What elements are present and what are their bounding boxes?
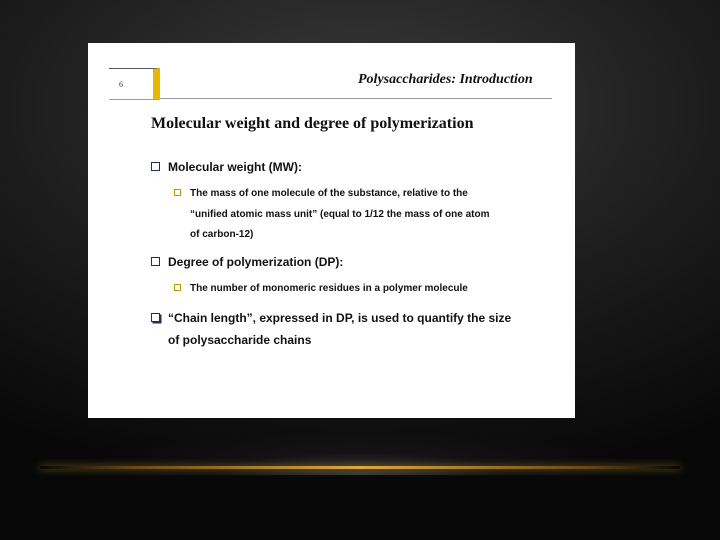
small-hollow-square-icon xyxy=(174,284,181,291)
shadowed-square-icon xyxy=(151,313,160,322)
small-hollow-square-icon xyxy=(174,189,181,196)
sub-bullet-mw-definition xyxy=(174,188,468,199)
header-rule xyxy=(160,98,552,99)
bullet-text: Molecular weight (MW): xyxy=(168,160,302,174)
slide-heading: Molecular weight and degree of polymerization xyxy=(151,115,474,132)
bullet-chain-length xyxy=(151,311,511,325)
hollow-square-icon xyxy=(151,257,160,266)
sub-bullet-line: The number of monomeric residues in a polymer molecule xyxy=(190,283,468,294)
sub-bullet-line: “unified atomic mass unit” (equal to 1/12 the mass of one atom xyxy=(190,209,490,220)
sub-bullet-line: of carbon-12) xyxy=(190,229,254,240)
sub-bullet-line: The mass of one molecule of the substance, relative to the xyxy=(190,188,468,199)
page-number: 6 xyxy=(119,80,123,89)
sub-bullet-dp-definition xyxy=(174,283,468,294)
header-box xyxy=(109,68,160,100)
gold-floor-line xyxy=(40,466,680,469)
header-title: Polysaccharides: Introduction xyxy=(358,72,533,87)
bullet-molecular-weight xyxy=(151,160,302,174)
bullet-degree-of-polymerization xyxy=(151,255,343,269)
slide xyxy=(88,43,575,418)
bullet-text: Degree of polymerization (DP): xyxy=(168,255,344,269)
bullet-text: “Chain length”, expressed in DP, is used to quantify the size xyxy=(168,311,512,325)
bullet-line: of polysaccharide chains xyxy=(168,333,312,347)
hollow-square-icon xyxy=(151,162,160,171)
